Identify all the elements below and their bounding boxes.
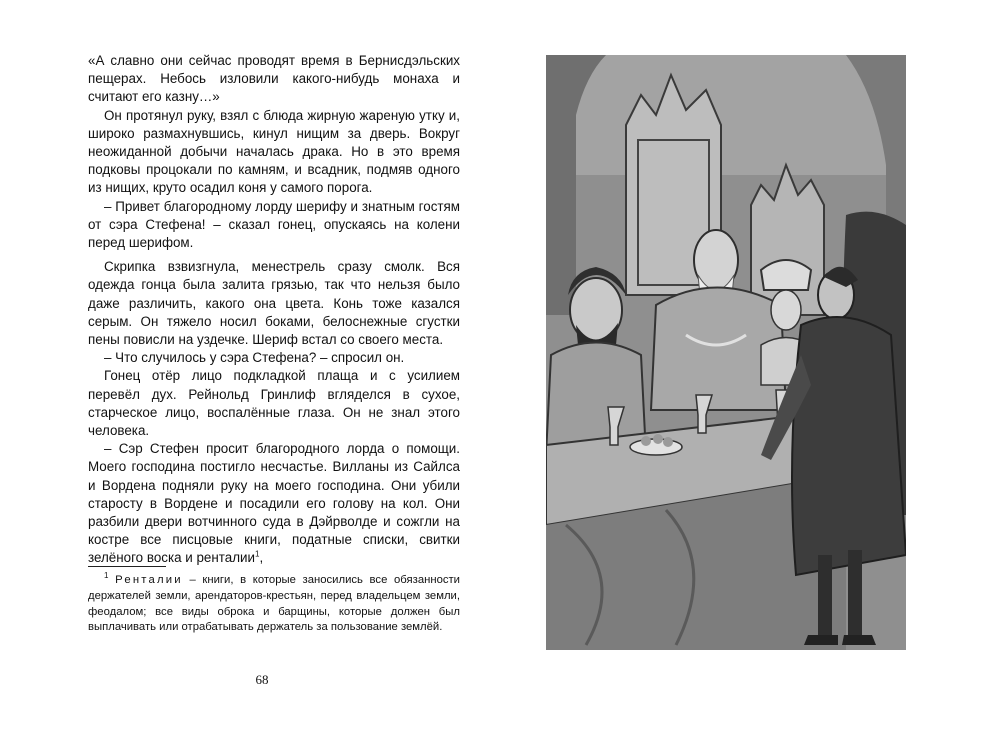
illustration-feast-scene <box>546 55 906 650</box>
body-text <box>88 52 460 568</box>
footnote-text: – книги, в которые заносились все обязанности держателей земли, арендаторов-крестьян, перед владельцем земли, феодалом; все виды оброка и барщины, которые должен был выплачивать или отрабатывать держатель за пользование землёй. <box>88 574 460 634</box>
footnote-term: Ренталии <box>115 574 183 586</box>
paragraph-6: Гонец отёр лицо подкладкой плаща и с усилием перевёл дух. Рейнольд Гринлиф вгляделся в сухое, старческое лицо, воспалённые глаза. Он не знал этого человека. <box>88 368 460 439</box>
illustration-drawing <box>546 55 906 650</box>
paragraph-7: – Сэр Стефен просит благородного лорда о помощи. Моего господина постигло несчастье. Вилланы из Сайлса и Вордена подняли руку на моего господина. Они убили старосту в Вордене и посадили его голову на кол. Они разбили двери вотчинного суда в Дэйрволде и сожгли на костре все писцовые книги, податные списки, свитки зелёного воска и ренталии$^1$, <box>88 441 460 566</box>
paragraph-4: Скрипка взвизгнула, менестрель сразу смолк. Вся одежда гонца была залита грязью, так что нельзя было даже различить, какого она цвета. Конь тоже казался серым. Он тяжело носил боками, белоснежные сгустки пены повисли на уздечке. Шериф встал со своего места. <box>88 259 460 348</box>
paragraph-1: «А славно они сейчас проводят время в Бернисдэльских пещерах. Небось изловили какого-нибудь монаха и считают его казну…» <box>88 53 460 105</box>
footnote-divider <box>88 566 166 567</box>
page-number: 68 <box>255 672 269 687</box>
footnote <box>88 573 460 636</box>
footnote-reference: 1 <box>254 550 260 560</box>
footnote-marker: 1 <box>104 571 109 581</box>
paragraph-2: Он протянул руку, взял с блюда жирную жареную утку и, широко размахнувшись, кинул нищим за дверь. Вокруг неожиданной добычи началась драка. Но в это время подковы процокали по камням, и всадник, подмяв одного из нищих, круто осадил коня у самого порога. <box>88 107 460 196</box>
paragraph-3: – Привет благородному лорду шерифу и знатным гостям от сэра Стефена! – сказал гонец, опускаясь на колени перед шерифом. <box>88 198 460 251</box>
paragraph-7-text: – Сэр Стефен просит благородного лорда о помощи. Моего господина постигло несчастье. Вилланы из Сайлса и Вордена подняли руку на моего господина. Они убили старосту в Вордене и посадили его голову на кол. Они разбили двери вотчинного суда в Дэйрволде и сожгли на костре все писцовые книги, податные списки, свитки зелёного воска и ренталии <box>88 441 460 566</box>
paragraph-5: – Что случилось у сэра Стефена? – спросил он. <box>104 350 405 366</box>
